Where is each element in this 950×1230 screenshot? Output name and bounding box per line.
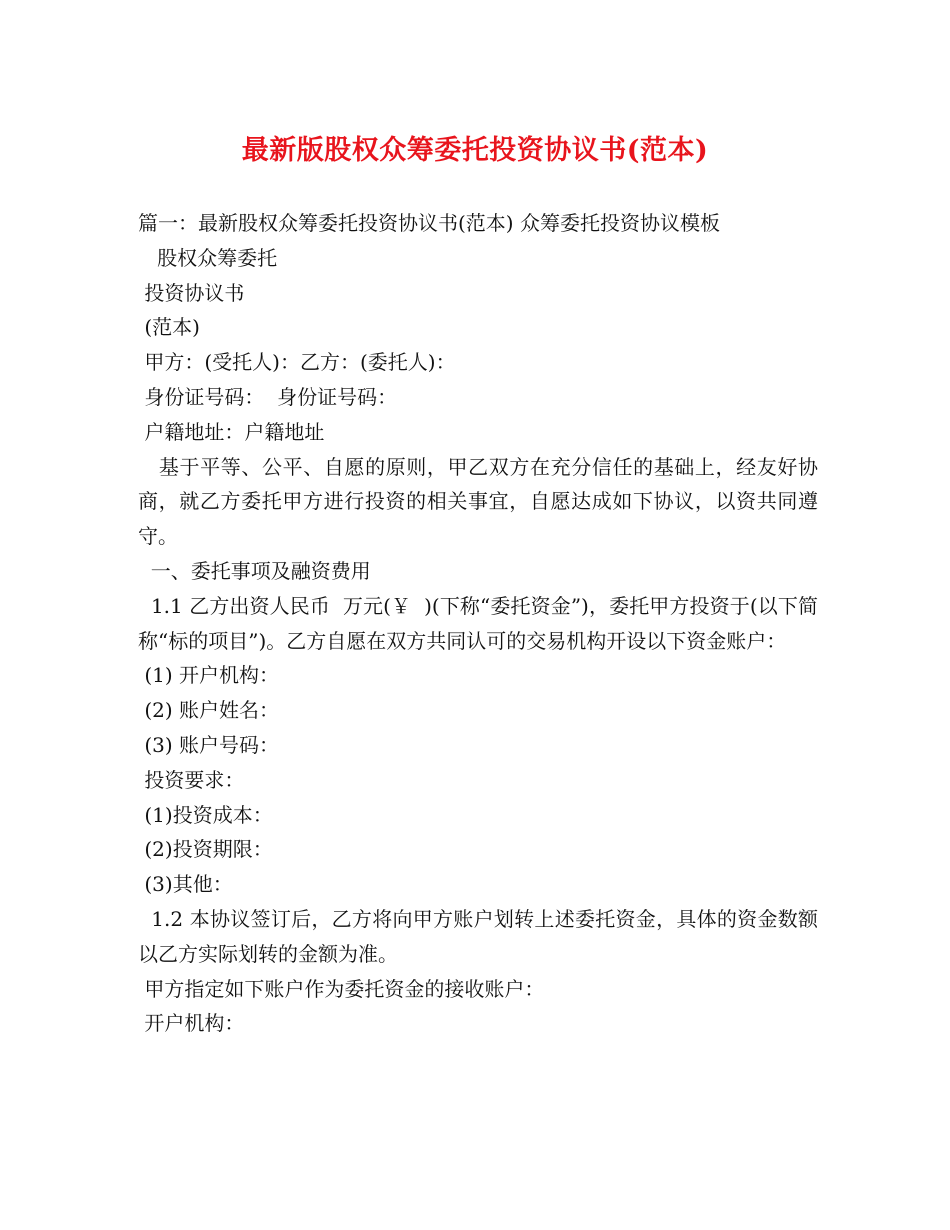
paragraph-clause-1-2: 1.2 本协议签订后，乙方将向甲方账户划转上述委托资金，具体的资金数额以乙方实际划转的金额为准。 — [138, 906, 819, 966]
paragraph-parties: 甲方：(受托人)：乙方：(委托人)： — [138, 350, 456, 375]
paragraph-subtitle-line-2: 投资协议书 — [138, 280, 245, 305]
paragraph-account-number: (3) 账户号码： — [138, 732, 280, 757]
paragraph-receiving-institution: 开户机构： — [138, 1011, 245, 1036]
paragraph-clause-heading-1: 一、委托事项及融资费用 — [138, 558, 371, 583]
paragraph-subtitle-line-1: 股权众筹委托 — [138, 245, 278, 270]
paragraph-investment-term: (2)投资期限： — [138, 837, 273, 862]
paragraph-clause-1-1: 1.1 乙方出资人民币 万元(￥ )(下称“委托资金”)，委托甲方投资于(以下简称“标的项目”)。乙方自愿在双方共同认可的交易机构开设以下资金账户： — [138, 593, 818, 653]
paragraph-account-name: (2) 账户姓名： — [138, 698, 280, 723]
paragraph-receiving-account: 甲方指定如下账户作为委托资金的接收账户： — [138, 976, 545, 1001]
paragraph-section-heading: 篇一：最新股权众筹委托投资协议书(范本) 众筹委托投资协议模板 — [138, 211, 720, 235]
paragraph-account-institution: (1) 开户机构： — [138, 663, 280, 688]
paragraph-investment-requirements: 投资要求： — [138, 767, 245, 792]
paragraph-id-numbers: 身份证号码： 身份证号码： — [138, 384, 398, 409]
paragraph-addresses: 户籍地址：户籍地址 — [138, 419, 325, 444]
document-title: 最新版股权众筹委托投资协议书(范本) — [241, 135, 709, 166]
paragraph-preamble: 基于平等、公平、自愿的原则，甲乙双方在充分信任的基础上，经友好协商，就乙方委托甲方进行投资的相关事宜，自愿达成如下协议，以资共同遵守。 — [138, 454, 818, 549]
document-body — [138, 206, 818, 1041]
paragraph-other: (3)其他： — [138, 872, 233, 897]
paragraph-investment-cost: (1)投资成本： — [138, 802, 273, 827]
paragraph-subtitle-line-3: (范本) — [138, 315, 200, 340]
